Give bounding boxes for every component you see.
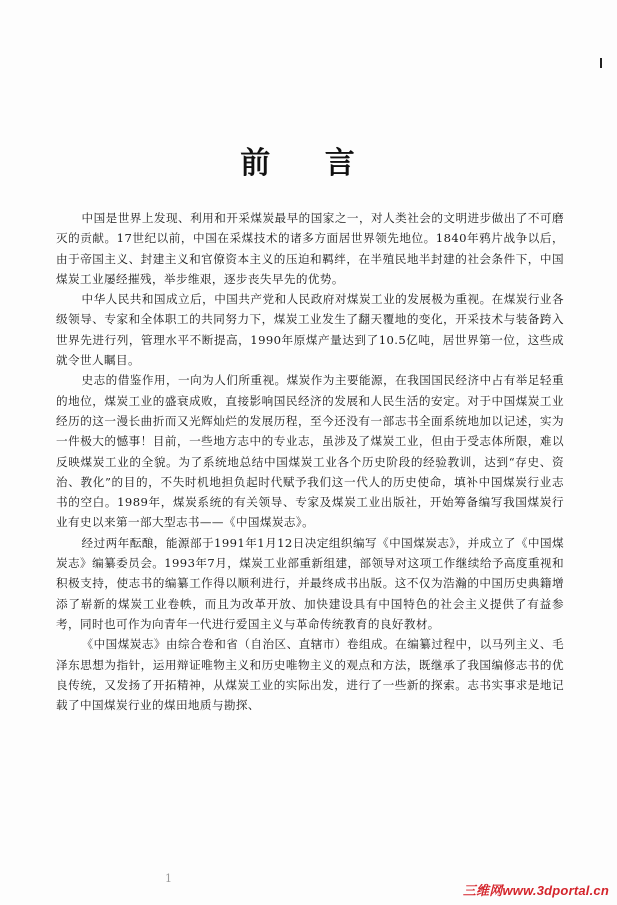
paragraph-3: 史志的借鉴作用，一向为人们所重视。煤炭作为主要能源，在我国国民经济中占有举足轻重的地位，煤炭工业的盛衰成败，直接影响国民经济的发展和人民生活的安定。对于中国煤炭工业经历的这一漫长曲折而又光辉灿烂的发展历程，至今还没有一部志书全面系统地加以记述，实为一件极大的憾事！目前，一些地方志中的专业志，虽涉及了煤炭工业，但由于受志体所限，难以反映煤炭工业的全貌。为了系统地总结中国煤炭工业各个历史阶段的经验教训，达到“存史、资治、教化”的目的，不失时机地担负起时代赋予我们这一代人的历史使命，填补中国煤炭行业志书的空白。1989年，煤炭系统的有关领导、专家及煤炭工业出版社，开始筹备编写我国煤炭行业有史以来第一部大型志书——《中国煤炭志》。 xyxy=(56,373,564,530)
paragraph-5: 《中国煤炭志》由综合卷和省（自治区、直辖市）卷组成。在编纂过程中，以马列主义、毛泽东思想为指针，运用辩证唯物主义和历史唯物主义的观点和方法，既继承了我国编修志书的优良传统，又发扬了开拓精神，从煤炭工业的实际出发，进行了一些新的探索。志书实事求是地记载了中国煤炭行业的煤田地质与勘探、 xyxy=(56,637,564,713)
paragraph-4: 经过两年酝酿，能源部于1991年1月12日决定组织编写《中国煤炭志》，并成立了《中国煤炭志》编纂委员会。1993年7月，煤炭工业部重新组建，部领导对这项工作继续给予高度重视和积极支持，使志书的编纂工作得以顺利进行，并最终成书出版。这不仅为浩瀚的中国历史典籍增添了崭新的煤炭工业卷帙，而且为改革开放、加快建设具有中国特色的社会主义提供了有益参考，同时也可作为向青年一代进行爱国主义与革命传统教育的良好教材。 xyxy=(56,535,564,631)
site-watermark: 三维网www.3dportal.cn xyxy=(462,883,609,898)
scan-mark xyxy=(600,58,602,68)
paragraph-1: 中国是世界上发现、利用和开采煤炭最早的国家之一，对人类社会的文明进步做出了不可磨灭的贡献。17世纪以前，中国在采煤技术的诸多方面居世界领先地位。1840年鸦片战争以后，由于帝国主义、封建主义和官僚资本主义的压迫和羁绊，在半殖民地半封建的社会条件下，中国煤炭工业屡经摧残，举步维艰，逐步丧失早先的优势。 xyxy=(56,211,564,286)
page-footer-fragment: 1 xyxy=(165,872,174,885)
page-title: 前 言 xyxy=(240,146,377,181)
preface-body xyxy=(56,208,564,715)
paragraph-2: 中华人民共和国成立后，中国共产党和人民政府对煤炭工业的发展极为重视。在煤炭行业各级领导、专家和全体职工的共同努力下，煤炭工业发生了翻天覆地的变化，开采技术与装备跨入世界先进行列，管理水平不断提高，1990年原煤产量达到了10.5亿吨，居世界第一位，这些成就令世人瞩目。 xyxy=(56,292,564,368)
